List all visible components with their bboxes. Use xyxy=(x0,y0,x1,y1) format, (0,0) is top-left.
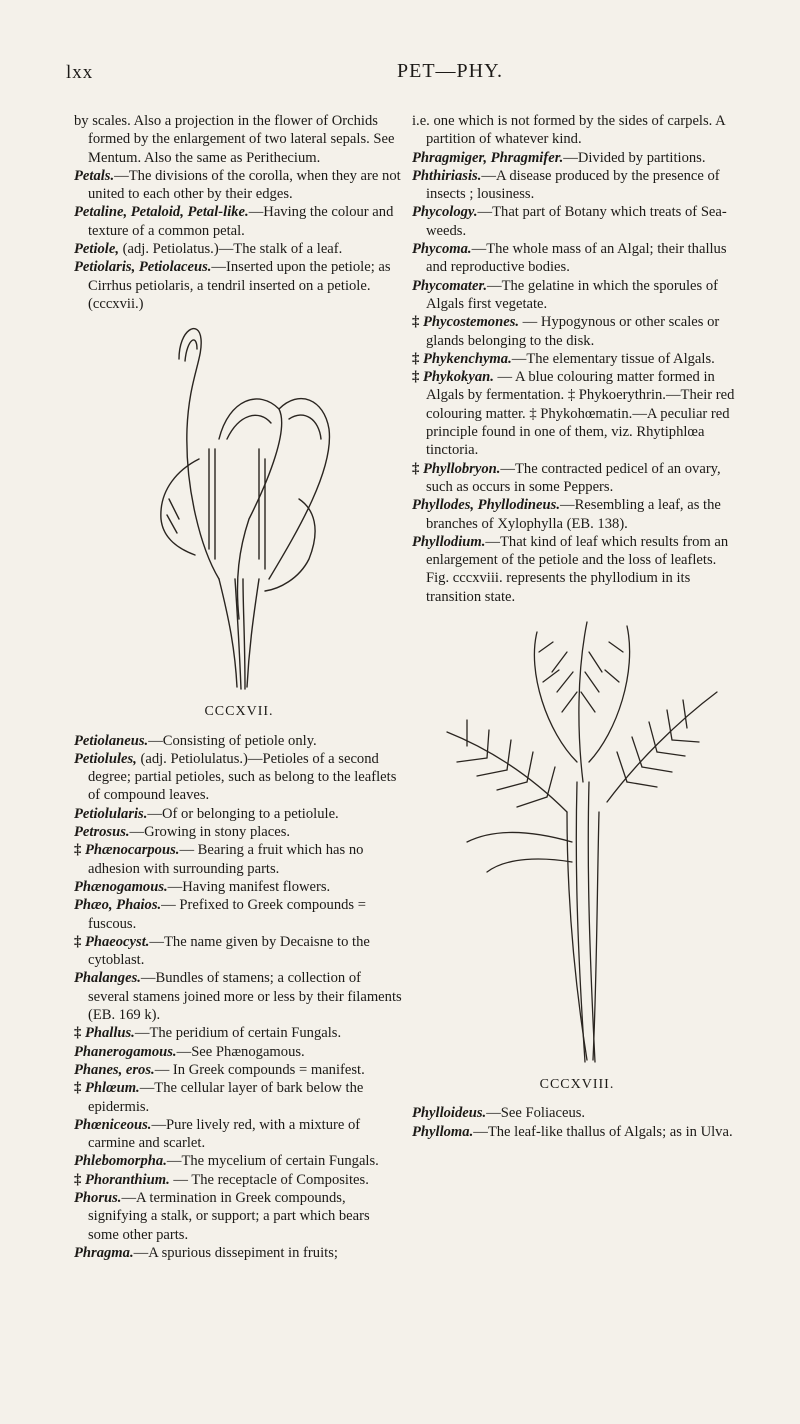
entry: Petrosus.—Growing in stony places. xyxy=(74,824,291,841)
left-entries-bottom xyxy=(74,732,404,1263)
entry: Phænogamous.—Having manifest flowers. xyxy=(74,878,331,895)
figure-phyllodium xyxy=(412,612,742,1094)
entry: Phyllodes, Phyllodineus.—Resembling a leaf, as the branches of Xylophylla (EB. 138). xyxy=(412,497,721,532)
entry: Petiole, (adj. Petiolatus.)—The stalk of a leaf. xyxy=(74,241,343,258)
entry: Phyllodium.—That kind of leaf which results from an enlargement of the petiole and the loss of leaflets. Fig. cccxviii. represents the phyllodium in its transition state. xyxy=(412,533,729,605)
entry: Petiolaneus.—Consisting of petiole only. xyxy=(74,732,317,749)
entry: Petals.—The divisions of the corolla, when they are not united to each other by their edges. xyxy=(74,167,401,203)
entry: Petiolaris, Petiolaceus.—Inserted upon the petiole; as Cirrhus petiolaris, a tendril inserted on a petiole. (cccxvii.) xyxy=(74,259,391,312)
entry: ‡ Phoranthium. — The receptacle of Composites. xyxy=(74,1171,369,1188)
left-entries-top xyxy=(74,112,404,313)
entry: Phanes, eros.— In Greek compounds = manifest. xyxy=(74,1061,365,1078)
entry: ‡ Phaeocyst.—The name given by Decaisne to the cytoblast. xyxy=(74,933,370,969)
phyllodium-illustration xyxy=(427,612,727,1072)
entry: Phragmiger, Phragmifer.—Divided by partitions. xyxy=(412,149,706,166)
entry: Phlebomorpha.—The mycelium of certain Fungals. xyxy=(74,1153,379,1170)
figure-caption: CCCXVII. xyxy=(204,704,274,720)
entry: Phycoma.—The whole mass of an Algal; their thallus and reproductive bodies. xyxy=(412,241,727,276)
entry: Phanerogamous.—See Phænogamous. xyxy=(74,1043,305,1060)
entry: Phragma.—A spurious dissepiment in fruits; xyxy=(74,1244,338,1261)
entry: Petiolularis.—Of or belonging to a petiolule. xyxy=(74,805,339,822)
entry: Phylloma.—The leaf-like thallus of Algals; as in Ulva. xyxy=(412,1123,733,1140)
entry: ‡ Phallus.—The peridium of certain Fungals. xyxy=(74,1025,342,1042)
entry: ‡ Phyllobryon.—The contracted pedicel of an ovary, such as occurs in some Peppers. xyxy=(412,460,721,495)
right-entries-top xyxy=(412,112,742,606)
entry: Petaline, Petaloid, Petal-like.—Having the colour and texture of a common petal. xyxy=(74,204,394,239)
entry: Phorus.—A termination in Greek compounds, signifying a stalk, or support; a part which bears some other parts. xyxy=(74,1189,370,1243)
running-title: PET—PHY. xyxy=(397,60,503,82)
figure-caption: CCCXVIII. xyxy=(539,1077,615,1093)
entry: ‡ Phykokyan. — A blue colouring matter formed in Algals by fermentation. ‡ Phykoerythrin.—Their red colouring matter. ‡ Phykohœmatin.—A peculiar red principle found in one of them, viz. Rhytiphlœa tinctoria. xyxy=(412,369,735,459)
entry: Phycology.—That part of Botany which treats of Sea-weeds. xyxy=(412,204,727,239)
entry: Phycomater.—The gelatine in which the sporules of Algals first vegetate. xyxy=(412,277,719,312)
tendril-illustration xyxy=(139,319,339,699)
right-column xyxy=(412,112,742,1141)
right-entries-bottom xyxy=(412,1104,742,1141)
entry: Phthiriasis.—A disease produced by the presence of insects ; lousiness. xyxy=(412,167,720,203)
entry: Phalanges.—Bundles of stamens; a collection of several stamens joined more or less by their filaments (EB. 169 k). xyxy=(74,970,402,1024)
page-number: lxx xyxy=(66,62,94,83)
entry: ‡ Phlœum.—The cellular layer of bark below the epidermis. xyxy=(74,1080,364,1115)
entry: Petiolules, (adj. Petiolulatus.)—Petioles of a second degree; partial petioles, such as belong to the leaflets of compound leaves. xyxy=(74,750,397,804)
left-column xyxy=(74,112,404,1262)
entry: Phylloideus.—See Foliaceus. xyxy=(412,1105,586,1122)
entry: Phæo, Phaios.— Prefixed to Greek compounds = fuscous. xyxy=(74,897,366,932)
entry: by scales. Also a projection in the flower of Orchids formed by the enlargement of two lateral sepals. See Mentum. Also the same as Perithecium. xyxy=(74,113,395,166)
entry: ‡ Phycostemones. — Hypogynous or other scales or glands belonging to the disk. xyxy=(412,314,720,349)
entry: ‡ Phænocarpous.— Bearing a fruit which has no adhesion with surrounding parts. xyxy=(74,842,364,877)
entry: ‡ Phykenchyma.—The elementary tissue of Algals. xyxy=(412,350,715,367)
figure-petiole-tendril xyxy=(74,319,404,721)
entry: Phœniceous.—Pure lively red, with a mixture of carmine and scarlet. xyxy=(74,1116,361,1152)
entry: i.e. one which is not formed by the sides of carpels. A partition of whatever kind. xyxy=(412,113,725,148)
